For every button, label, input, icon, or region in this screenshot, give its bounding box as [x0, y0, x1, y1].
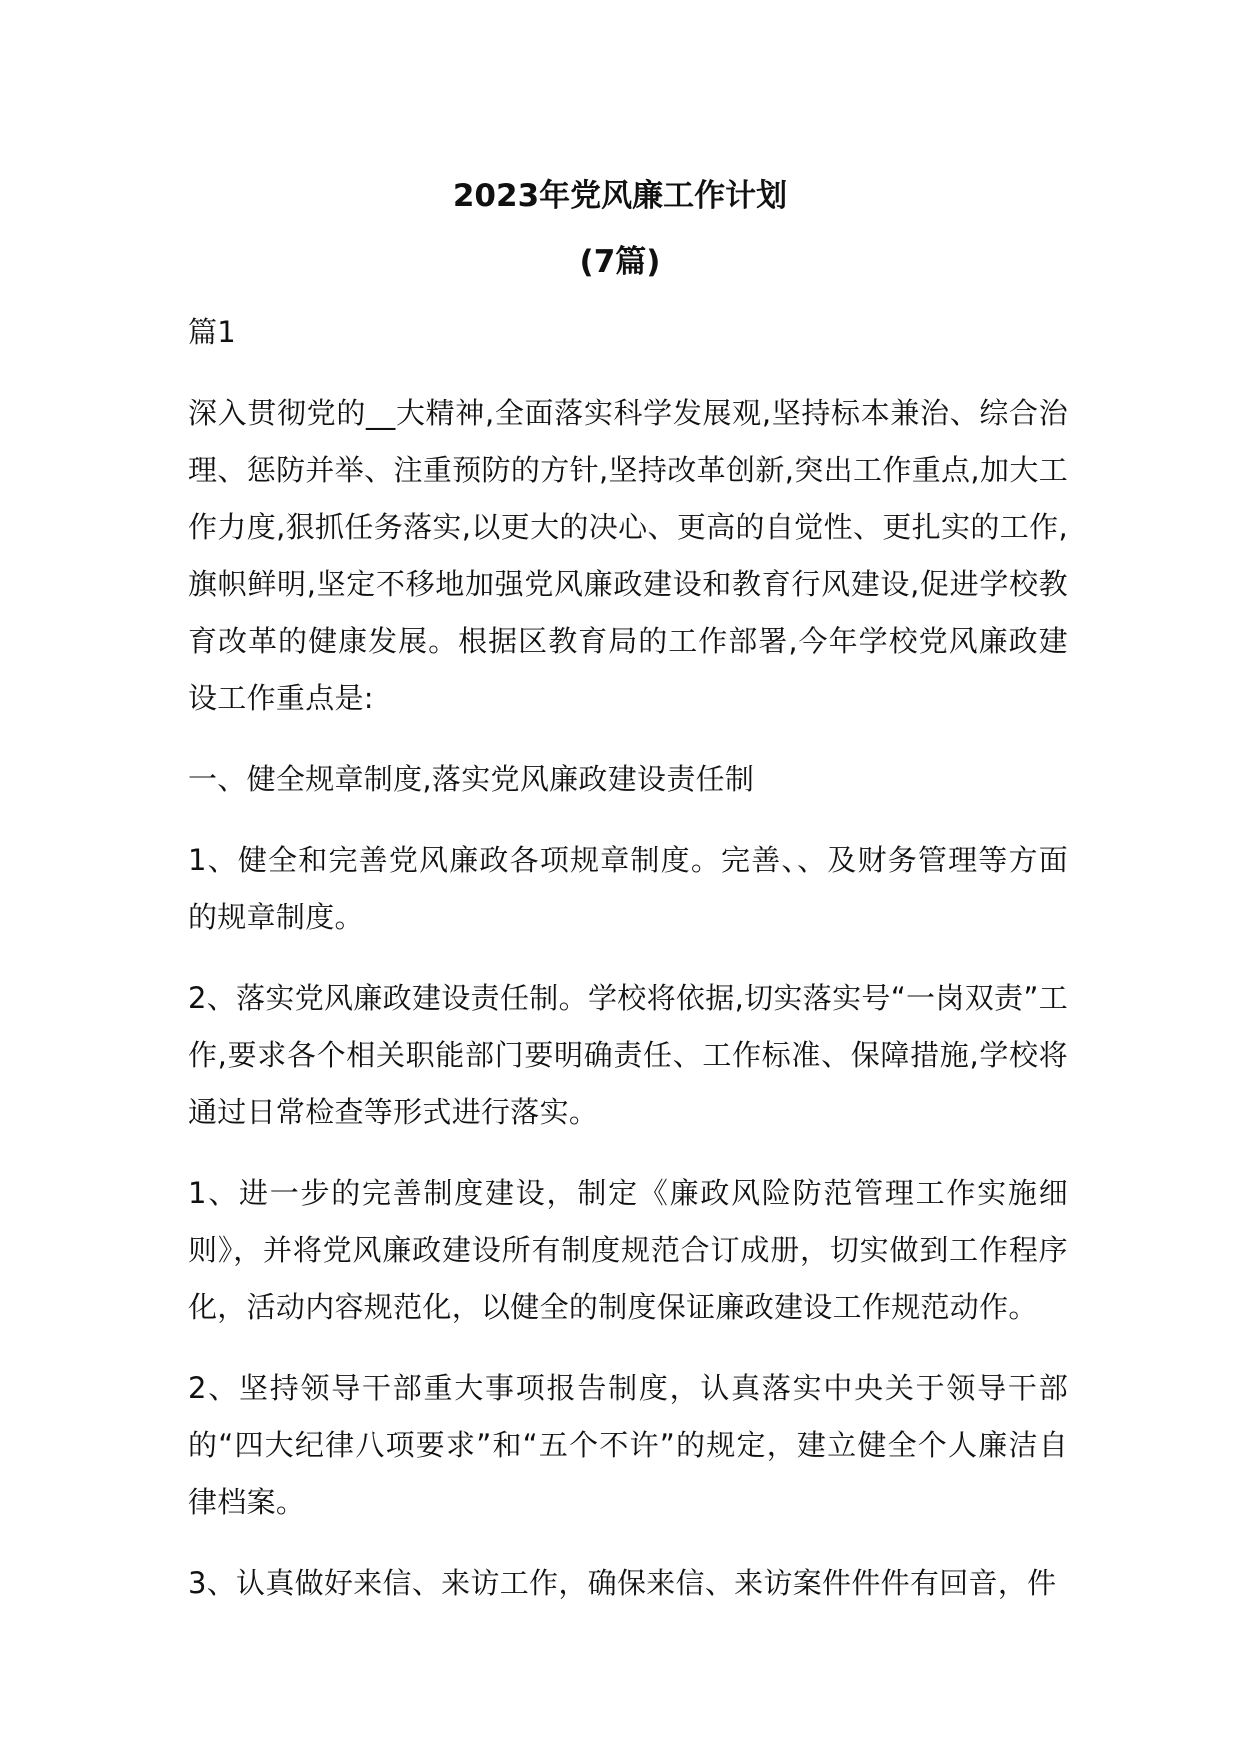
section-heading: 一、健全规章制度,落实党风廉政建设责任制: [188, 762, 755, 796]
list-item: 2、坚持领导干部重大事项报告制度，认真落实中央关于领导干部的“四大纪律八项要求”和“五个不许”的规定，建立健全个人廉洁自律档案。: [188, 1371, 1068, 1519]
list-item: 1、健全和完善党风廉政各项规章制度。完善、、及财务管理等方面的规章制度。: [188, 843, 1068, 934]
list-item: 3、认真做好来信、来访工作，确保来信、来访案件件件有回音，件: [188, 1566, 1057, 1600]
document-title: 2023年党风廉工作计划: [452, 178, 788, 214]
list-item: 1、进一步的完善制度建设，制定《廉政风险防范管理工作实施细则》，并将党风廉政建设所有制度规范合订成册，切实做到工作程序化，活动内容规范化，以健全的制度保证廉政建设工作规范动作。: [188, 1176, 1068, 1324]
document-subtitle: (7篇): [579, 244, 661, 280]
list-item: 2、落实党风廉政建设责任制。学校将依据,切实落实号“一岗双责”工作,要求各个相关职能部门要明确责任、工作标准、保障措施,学校将通过日常检查等形式进行落实。: [188, 981, 1068, 1129]
section-label: 篇1: [188, 315, 237, 349]
document-body: [188, 304, 1068, 1636]
intro-paragraph: 深入贯彻党的__大精神,全面落实科学发展观,坚持标本兼治、综合治理、惩防并举、注重预防的方针,坚持改革创新,突出工作重点,加大工作力度,狠抓任务落实,以更大的决心、更高的自觉性、更扎实的工作,旗帜鲜明,坚定不移地加强党风廉政建设和教育行风建设,促进学校教育改革的健康发展。根据区教育局的工作部署,今年学校党风廉政建设工作重点是:: [188, 396, 1068, 715]
